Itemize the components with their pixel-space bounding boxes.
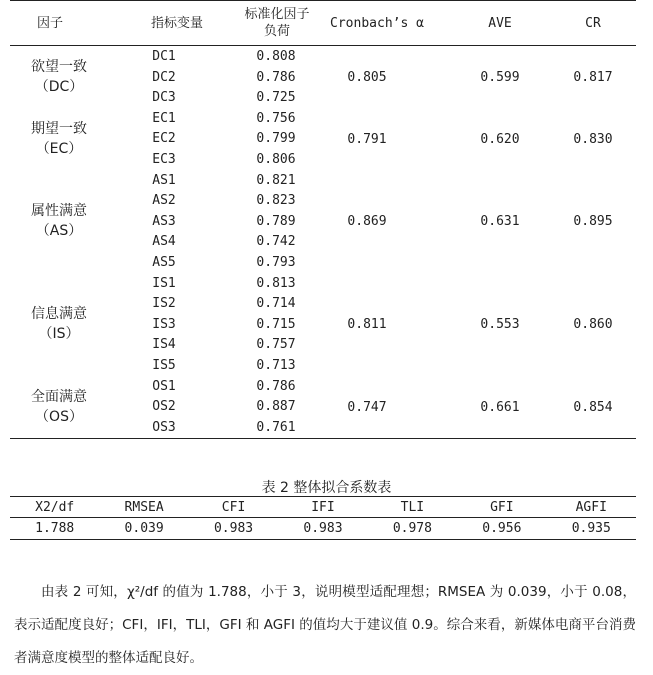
- indicator-code: EC3: [152, 152, 176, 167]
- factor-loading: 0.808: [256, 49, 296, 64]
- indicator-code: AS3: [152, 213, 176, 229]
- ave-value: 0.631: [480, 214, 520, 230]
- ave-value: 0.599: [480, 69, 520, 85]
- factor-name: [10, 304, 108, 344]
- indicator-code: IS2: [152, 296, 176, 312]
- factor-loading: 0.761: [256, 419, 296, 435]
- indicator-code: AS5: [152, 255, 176, 270]
- table-row: [10, 274, 636, 295]
- factor-label: 期望一致: [31, 120, 87, 137]
- indicator-code: IS3: [152, 316, 176, 332]
- indicator-code: IS1: [152, 275, 176, 291]
- factor-label: 欲望一致: [31, 58, 87, 75]
- factor-loading: 0.813: [256, 275, 296, 291]
- factor-name: [10, 119, 108, 159]
- fit-index-header: TLI: [400, 500, 425, 515]
- factor-loading: 0.757: [256, 337, 296, 353]
- fit-index-value: 0.039: [124, 521, 164, 536]
- header-factor: 因子: [36, 15, 63, 31]
- factor-loading: 0.713: [256, 358, 296, 373]
- fit-index-header: GFI: [490, 500, 514, 515]
- factor-name: [10, 57, 108, 97]
- fit-index-header: X2/df: [35, 500, 75, 515]
- fit-index-value: 1.788: [35, 521, 75, 536]
- indicator-code: IS4: [152, 337, 176, 353]
- fit-index-value: 0.956: [482, 521, 522, 536]
- fit-index-value: 0.935: [571, 521, 611, 536]
- factor-loading: 0.789: [256, 213, 296, 229]
- table-row: [10, 356, 636, 377]
- conclusion-paragraph: 由表 2 可知，χ²/df 的值为 1.788，小于 3，说明模型适配理想；RMSEA 为 0.039，小于 0.08，表示适配度良好；CFI，IFI，TLI，GFI 和 AGFI 的值均大于建议值 0.9。综合来看，新媒体电商平台消费者满意度模型的整体适配良好。: [14, 584, 636, 666]
- cronbach-alpha-value: 0.747: [347, 399, 387, 415]
- cr-value: 0.817: [573, 69, 613, 85]
- factor-loading: 0.793: [256, 255, 296, 270]
- factor-name: [10, 387, 108, 427]
- indicator-code: AS1: [152, 172, 176, 188]
- fit-index-header: IFI: [311, 500, 335, 515]
- factor-abbr: （EC）: [35, 140, 83, 157]
- indicator-code: IS5: [152, 358, 176, 373]
- indicator-code: AS4: [152, 234, 176, 250]
- cronbach-alpha-value: 0.869: [347, 214, 387, 230]
- cronbach-alpha-value: 0.791: [347, 131, 387, 147]
- header-loading-line1: 标准化因子: [244, 7, 310, 22]
- ave-value: 0.661: [480, 399, 520, 415]
- cronbach-alpha-value: 0.805: [347, 69, 387, 85]
- indicator-code: OS1: [152, 378, 176, 394]
- indicator-code: EC2: [152, 131, 176, 147]
- factor-loading: 0.887: [256, 399, 296, 415]
- factor-loading: 0.786: [256, 69, 296, 85]
- fit-index-header: AGFI: [575, 500, 607, 515]
- factor-label: 属性满意: [31, 203, 87, 220]
- indicator-code: DC3: [152, 90, 176, 106]
- factor-abbr: （AS）: [35, 223, 83, 240]
- factor-name: [10, 201, 108, 241]
- indicator-code: OS3: [152, 419, 176, 435]
- reliability-validity-table: [10, 0, 636, 439]
- fit-index-value: 0.978: [392, 521, 432, 536]
- fit-indices-table: [10, 496, 636, 540]
- factor-loading: 0.786: [256, 378, 296, 394]
- factor-label: 全面满意: [31, 388, 87, 405]
- factor-loading: 0.742: [256, 234, 296, 250]
- indicator-code: AS2: [152, 193, 176, 209]
- fit-index-value: 0.983: [213, 521, 254, 536]
- factor-loading: 0.715: [256, 316, 296, 332]
- factor-loading: 0.756: [256, 110, 296, 126]
- header-rule: [10, 45, 636, 46]
- header-alpha: Cronbach’s α: [330, 15, 424, 31]
- fit-index-value: 0.983: [303, 521, 343, 536]
- factor-label: 信息满意: [31, 306, 87, 323]
- ave-value: 0.620: [480, 131, 520, 147]
- cr-value: 0.854: [573, 399, 613, 415]
- table-row: [10, 253, 636, 274]
- table2-caption: 表 2 整体拟合系数表: [261, 480, 392, 496]
- factor-abbr: （DC）: [34, 78, 84, 95]
- factor-loading: 0.725: [256, 90, 296, 106]
- table-row: [10, 171, 636, 192]
- cr-value: 0.895: [573, 214, 613, 230]
- cr-value: 0.830: [573, 131, 613, 147]
- header-indicator: 指标变量: [150, 15, 203, 31]
- header-ave: AVE: [488, 15, 512, 31]
- indicator-code: OS2: [152, 399, 176, 415]
- factor-abbr: （IS）: [38, 326, 80, 343]
- indicator-code: DC1: [152, 49, 176, 64]
- factor-loading: 0.806: [256, 152, 296, 167]
- factor-loading: 0.823: [256, 193, 296, 209]
- cr-value: 0.860: [573, 317, 613, 333]
- indicator-code: DC2: [152, 69, 176, 85]
- fit-index-header: CFI: [221, 500, 246, 515]
- fit-index-header: RMSEA: [124, 500, 164, 515]
- factor-loading: 0.821: [256, 172, 296, 188]
- header-cr: CR: [585, 15, 601, 31]
- header-loading-line2: 负荷: [263, 24, 290, 39]
- cronbach-alpha-value: 0.811: [347, 317, 387, 333]
- factor-loading: 0.714: [256, 296, 296, 312]
- factor-abbr: （OS）: [35, 408, 83, 425]
- indicator-code: EC1: [152, 110, 176, 126]
- ave-value: 0.553: [480, 317, 520, 333]
- factor-loading: 0.799: [256, 131, 296, 147]
